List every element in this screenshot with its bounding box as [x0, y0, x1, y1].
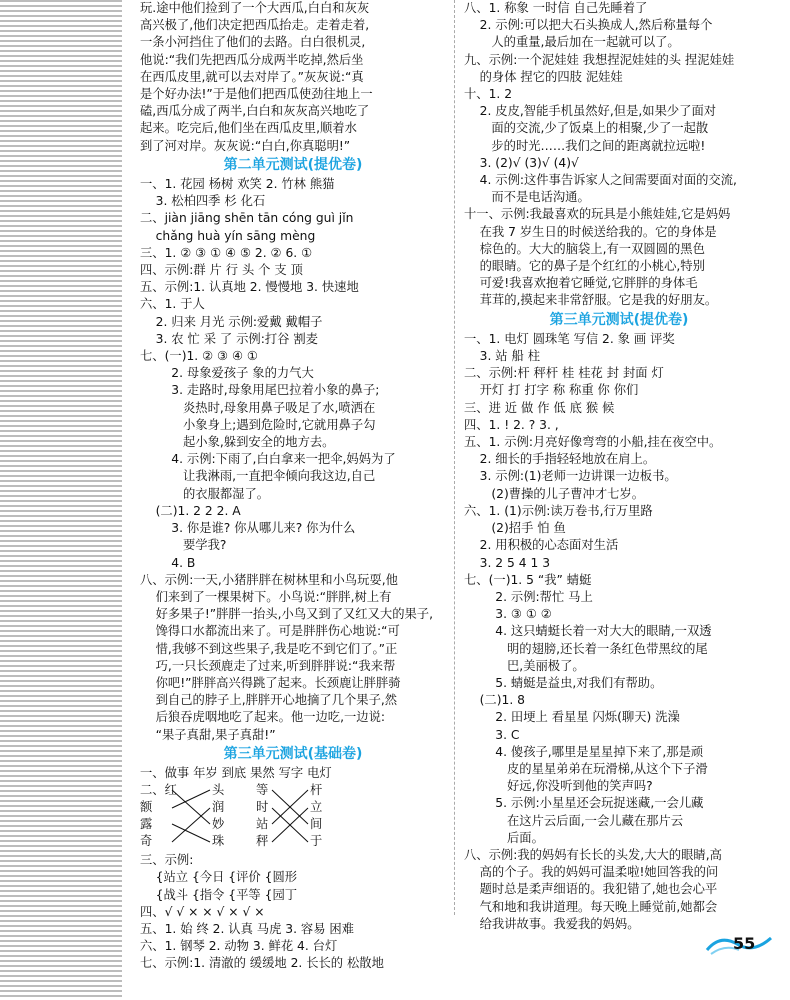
answer-line: 5. 蜻蜓是益虫,对我们有帮助。 [464, 675, 663, 690]
answer-line: (二)1. 8 [464, 693, 525, 708]
answer-line: 四、√ √ × × √ × √ × [140, 904, 265, 919]
answer-line: 好多果子!”胖胖一抬头,小鸟又到了又红又大的果子, [140, 607, 433, 622]
column-divider [454, 0, 455, 915]
answer-line: 步的时光……我们之间的距离就拉远啦! [464, 138, 706, 153]
answer-line: 十一、示例:我最喜欢的玩具是小熊娃娃,它是妈妈 [464, 207, 731, 222]
answer-line: 棕色的。大大的脑袋上,有一双圆圆的黑色 [464, 241, 705, 256]
unit3-advanced-answers [464, 331, 774, 933]
answer-line: 好远,你没听到他的笑声吗? [464, 779, 653, 794]
answer-line: 2. 归来 月光 示例:爱戴 戴帽子 [140, 314, 323, 329]
answer-line: 惜,我够不到这些果子,我是吃不到它们了。”正 [140, 641, 398, 656]
answer-line: 2. 用积极的心态面对生活 [464, 538, 619, 553]
answer-line: 二、jiàn jiāng shēn tān cóng guì jǐn [140, 211, 354, 226]
answer-line: 四、1. ! 2. ? 3. , [464, 417, 559, 432]
answer-line: 2. 皮皮,智能手机虽然好,但是,如果少了面对 [464, 104, 717, 119]
answer-line: 一、1. 电灯 圆珠笔 写信 2. 象 画 评奖 [464, 331, 675, 346]
unit2-answers-cont [464, 0, 774, 310]
answer-line: 巧,一只长颈鹿走了过来,听到胖胖说:“我来帮 [140, 658, 396, 673]
match-word: 奇 [140, 834, 153, 849]
answer-line: 茸茸的,摸起来非常舒服。它是我的好朋友。 [464, 293, 718, 308]
answer-line: 而不是电话沟通。 [464, 190, 590, 205]
answer-line: 一、做事 年岁 到底 果然 写字 电灯 [140, 765, 332, 780]
answer-line: 四、示例:群 片 行 头 个 支 顶 [140, 263, 303, 278]
answer-line: 三、进 近 做 作 低 底 猴 候 [464, 400, 615, 415]
answer-line: 八、示例:一天,小猪胖胖在树林里和小鸟玩耍,他 [140, 572, 398, 587]
answer-line: {站立 {今日 {评价 {圆形 [140, 870, 298, 885]
match-word: 秤 [256, 834, 269, 849]
matching-exercise [140, 782, 446, 852]
answer-line: 3. 站 船 柱 [464, 349, 540, 364]
match-word: 头 [212, 783, 225, 798]
answer-line: 六、1. 钢琴 2. 动物 3. 鲜花 4. 台灯 [140, 939, 338, 954]
answer-line: {战斗 {指令 {平等 {园丁 [140, 887, 298, 902]
answer-line: 面的交流,少了饭桌上的相聚,少了一起散 [464, 121, 709, 136]
answer-line: 皮的星星弟弟在玩滑梯,从这个下子滑 [464, 761, 708, 776]
answer-line: 2. 细长的手指轻轻地放在肩上。 [464, 452, 656, 467]
unit3-advanced-title: 第三单元测试(提优卷) [549, 311, 689, 328]
unit3-basic-answers [140, 765, 446, 782]
answer-line: “果子真甜,果子真甜!” [140, 727, 276, 742]
unit2-title: 第二单元测试(提优卷) [223, 156, 363, 173]
answer-line: 要学我? [140, 538, 227, 553]
answer-line: 4. 示例:下雨了,白白拿来一把伞,妈妈为了 [140, 452, 396, 467]
answer-line: 到自己的脖子上,胖胖开心地摘了几个果子,然 [140, 693, 398, 708]
matching-lines [140, 782, 440, 852]
answer-line: 六、1. 于人 [140, 297, 205, 312]
match-word: 珠 [212, 834, 225, 849]
answer-line: 馋得口水都流出来了。可是胖胖伤心地说:“可 [140, 624, 400, 639]
answer-line: 开灯 打 打字 称 称重 你 你们 [464, 383, 639, 398]
answer-line: 后面。 [464, 830, 544, 845]
match-word: 杆 [310, 783, 323, 798]
text-line: 是个好办法!”于是他们把西瓜使劲往地上一 [140, 87, 373, 102]
answer-line: 明的翅膀,还长着一条红色带黑纹的尾 [464, 641, 708, 656]
answer-line: 2. 示例:帮忙 马上 [464, 589, 593, 604]
answer-line: 的衣服都湿了。 [140, 486, 270, 501]
answer-line: 3. 农 忙 采 了 示例:打谷 割麦 [140, 331, 318, 346]
answer-line: 九、示例:一个泥娃娃 我想捏泥娃娃的头 捏泥娃娃 [464, 52, 735, 67]
answer-line: 五、1. 始 终 2. 认真 马虎 3. 容易 困难 [140, 921, 355, 936]
answer-line: 十、1. 2 [464, 87, 513, 102]
answer-line: 2. 示例:可以把大石头换成人,然后称量每个 [464, 18, 713, 33]
answer-line: 4. B [140, 555, 196, 570]
answer-line: 气和地和我讲道理。每天晚上睡觉前,她都会 [464, 899, 718, 914]
unit2-answers [140, 176, 446, 744]
unit1-essay-continuation [140, 0, 446, 155]
answer-line: 小象身上;遇到危险时,它就用鼻子勾 [140, 417, 376, 432]
answer-line: 高的个子。我的妈妈可温柔啦!她回答我的问 [464, 865, 719, 880]
page-number: 55 [733, 934, 756, 953]
answer-line: 的眼睛。它的鼻子是个红红的小桃心,特别 [464, 259, 705, 274]
answer-line: 起小象,躲到安全的地方去。 [140, 435, 335, 450]
answer-line: 七、(一)1. ② ③ ④ ① [140, 349, 258, 364]
text-line: 一条小河挡住了他们的去路。白白很机灵, [140, 35, 366, 50]
answer-line: 可爱!我喜欢抱着它睡觉,它胖胖的身体毛 [464, 276, 698, 291]
answer-line: 五、1. 示例:月亮好像弯弯的小船,挂在夜空中。 [464, 435, 722, 450]
answer-line: 五、示例:1. 认真地 2. 慢慢地 3. 快速地 [140, 280, 359, 295]
answer-line: 3. C [464, 727, 520, 742]
text-line: 玩.途中他们捡到了一个大西瓜,白白和灰灰 [140, 1, 370, 15]
answer-line: 在我 7 岁生日的时候送给我的。它的身体是 [464, 224, 717, 239]
answer-line: 们来到了一棵果树下。小鸟说:“胖胖,树上有 [140, 589, 392, 604]
answer-line: (2)招手 怕 鱼 [464, 521, 566, 536]
match-word: 间 [310, 817, 323, 832]
answer-line: 4. 示例:这件事告诉家人之间需要面对面的交流, [464, 173, 737, 188]
answer-line: 给我讲故事。我爱我的妈妈。 [464, 916, 640, 931]
answer-line: chǎng huà yín sāng mèng [140, 228, 316, 243]
answer-line: (2)曹操的儿子曹冲才七岁。 [464, 486, 645, 501]
answer-line: 在这片云后面,一会儿藏在那片云 [464, 813, 684, 828]
answer-line: 3. ③ ① ② [464, 607, 552, 622]
text-line: 到了河对岸。灰灰说:“白白,你真聪明!” [140, 138, 351, 153]
left-column [140, 0, 446, 973]
match-word: 等 [256, 783, 269, 798]
text-line: 在西瓜皮里,就可以去对岸了。”灰灰说:“真 [140, 69, 364, 84]
answer-line: 4. 傻孩子,哪里是星星掉下来了,那是顽 [464, 744, 704, 759]
left-margin-stripes [0, 0, 122, 1000]
match-word: 二、红 [140, 783, 177, 798]
answer-line: 3. 2 5 4 1 3 [464, 555, 551, 570]
answer-line: 3. (2)√ (3)√ (4)√ [464, 155, 579, 170]
answer-line: (二)1. 2 2 2. A [140, 503, 241, 518]
page-number-badge [705, 930, 775, 958]
answer-line: 三、1. ② ③ ① ④ ⑤ 2. ② 6. ① [140, 245, 313, 260]
answer-line: 5. 示例:小星星还会玩捉迷藏,一会儿藏 [464, 796, 704, 811]
answer-line: 二、示例:杆 秤杆 桂 桂花 封 封面 灯 [464, 366, 664, 381]
answer-line: 后狼吞虎咽地吃了起来。他一边吃,一边说: [140, 710, 386, 725]
answer-line: 2. 母象爱孩子 象的力气大 [140, 366, 314, 381]
text-line: 高兴极了,他们决定把西瓜抬走。走着走着, [140, 18, 370, 33]
text-line: 磕,西瓜分成了两半,白白和灰灰高兴地吃了 [140, 104, 370, 119]
answer-line: 2. 田埂上 看星星 闪烁(聊天) 洗澡 [464, 710, 680, 725]
match-word: 润 [212, 800, 225, 815]
answer-line: 4. 这只蜻蜓长着一对大大的眼睛,一双透 [464, 624, 712, 639]
answer-line: 3. 示例:(1)老师一边讲课一边板书。 [464, 469, 677, 484]
match-word: 于 [310, 834, 323, 849]
match-word: 额 [140, 800, 153, 815]
answer-line: 人的重量,最后加在一起就可以了。 [464, 35, 680, 50]
match-word: 露 [140, 817, 153, 832]
answer-line: 六、1. (1)示例:读万卷书,行万里路 [464, 503, 653, 518]
match-word: 时 [256, 800, 269, 815]
answer-line: 巴,美丽极了。 [464, 658, 585, 673]
answer-line: 题时总是柔声细语的。我犯错了,她也会心平 [464, 882, 718, 897]
answer-line: 让我淋雨,一直把伞倾向我这边,自己 [140, 469, 376, 484]
answer-line: 七、(一)1. 5 “我” 蜻蜓 [464, 572, 592, 587]
answer-line: 3. 走路时,母象用尾巴拉着小象的鼻子; [140, 383, 380, 398]
answer-line: 3. 你是谁? 你从哪儿来? 你为什么 [140, 521, 356, 536]
match-word: 妙 [212, 817, 225, 832]
text-line: 他说:“我们先把西瓜分成两半吃掉,然后坐 [140, 52, 364, 67]
answer-line: 3. 松柏四季 杉 化石 [140, 194, 266, 209]
text-line: 起来。吃完后,他们坐在西瓜皮里,顺着水 [140, 121, 357, 136]
answer-line: 的身体 捏它的四肢 泥娃娃 [464, 69, 623, 84]
answer-line: 一、1. 花园 杨树 欢笑 2. 竹林 熊猫 [140, 177, 335, 192]
answer-line: 炎热时,母象用鼻子吸足了水,喷洒在 [140, 400, 376, 415]
match-word: 站 [256, 817, 269, 832]
right-column [464, 0, 774, 933]
answer-line: 三、示例: [140, 853, 194, 868]
answer-line: 七、示例:1. 清澈的 缓缓地 2. 长长的 松散地 [140, 956, 384, 971]
answer-line: 你吧!”胖胖高兴得跳了起来。长颈鹿让胖胖骑 [140, 675, 401, 690]
match-word: 立 [310, 800, 323, 815]
answer-line: 八、1. 称象 一时信 自己先睡着了 [464, 1, 648, 15]
answer-line: 八、示例:我的妈妈有长长的头发,大大的眼睛,高 [464, 847, 722, 862]
unit3-basic-title: 第三单元测试(基础卷) [223, 745, 363, 762]
unit3-basic-answers-cont [140, 852, 446, 972]
